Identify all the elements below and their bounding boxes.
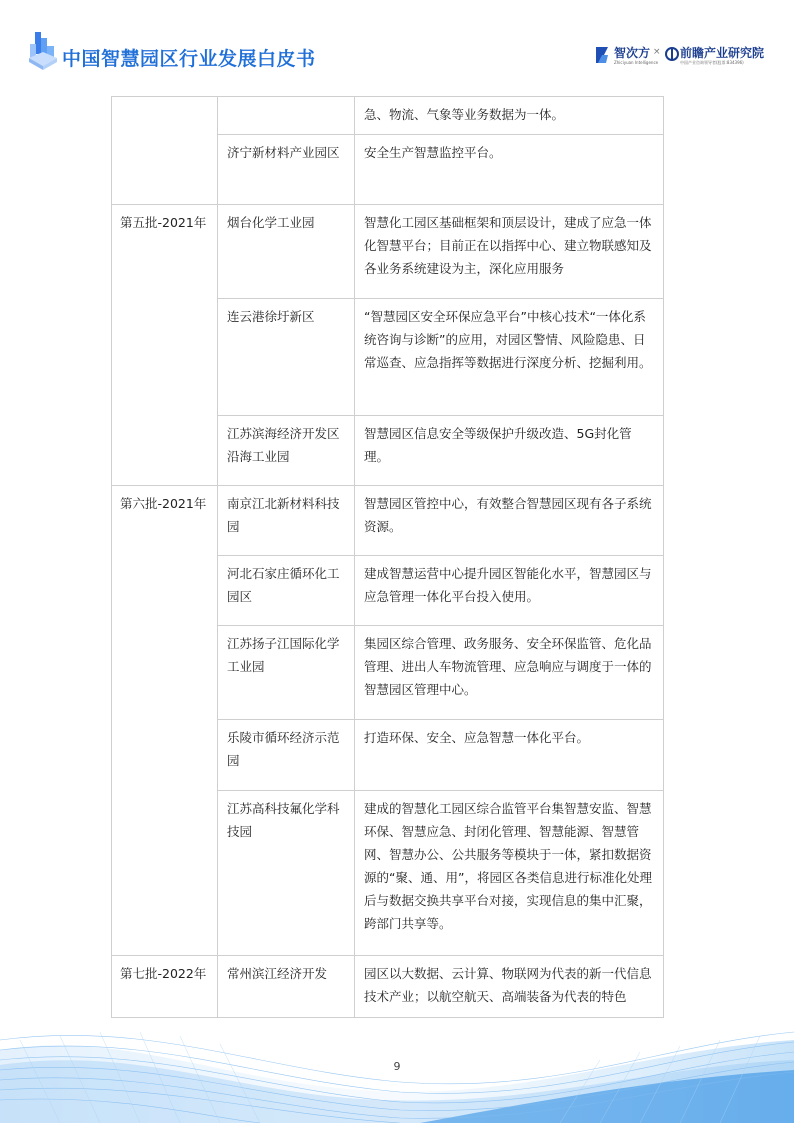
park-cell: 河北石家庄循环化工园区 (218, 556, 355, 626)
description-cell: 智慧园区管控中心，有效整合智慧园区现有各子系统资源。 (355, 486, 664, 556)
description-cell: 集园区综合管理、政务服务、安全环保监管、危化品管理、进出人车物流管理、应急响应与调度于一体的智慧园区管理中心。 (355, 626, 664, 720)
batch-cell: 第五批-2021年 (112, 205, 218, 486)
partner-logos (594, 44, 784, 70)
partner1-subtitle: Zhiciyuan Intelligence (614, 60, 659, 65)
park-cell (218, 97, 355, 135)
park-cell: 南京江北新材料科技园 (218, 486, 355, 556)
description-cell: 园区以大数据、云计算、物联网为代表的新一代信息技术产业；以航空航天、高端装备为代表的特色 (355, 956, 664, 1018)
batch-cell (112, 97, 218, 205)
partner2-name: 前瞻产业研究院 (680, 46, 765, 60)
park-cell: 连云港徐圩新区 (218, 299, 355, 416)
description-cell: 智慧化工园区基础框架和顶层设计，建成了应急一体化智慧平台；目前正在以指挥中心、建立物联感知及各业务系统建设为主，深化应用服务 (355, 205, 664, 299)
smart-park-table (111, 96, 664, 1018)
table-row (112, 97, 664, 135)
page-number: 9 (393, 1060, 401, 1073)
description-cell: 打造环保、安全、应急智慧一体化平台。 (355, 720, 664, 791)
description-cell: 建成的智慧化工园区综合监管平台集智慧安监、智慧环保、智慧应急、封闭化管理、智慧能源、智慧管网、智慧办公、公共服务等模块于一体，紧扣数据资源的“聚、通、用”，将园区各类信息进行标准化处理后与数据交换共享平台对接，实现信息的集中汇聚，跨部门共享等。 (355, 791, 664, 956)
description-cell: “智慧园区安全环保应急平台”中核心技术“一体化系统咨询与诊断”的应用，对园区警情、风险隐患、日常巡查、应急指挥等数据进行深度分析、挖掘利用。 (355, 299, 664, 416)
description-cell: 安全生产智慧监控平台。 (355, 135, 664, 205)
partner2-subtitle: 中国产业咨询领导者(股票:834396) (680, 60, 744, 65)
park-cell: 江苏滨海经济开发区沿海工业园 (218, 416, 355, 486)
batch-cell: 第六批-2021年 (112, 486, 218, 956)
park-cell: 济宁新材料产业园区 (218, 135, 355, 205)
document-title: 中国智慧园区行业发展白皮书 (62, 48, 316, 70)
park-cell: 乐陵市循环经济示范园 (218, 720, 355, 791)
qianzhan-logo-icon (665, 46, 679, 62)
park-cell: 烟台化学工业园 (218, 205, 355, 299)
table-row (112, 956, 664, 1018)
table-row (112, 205, 664, 299)
partner-separator: × (653, 47, 661, 57)
park-cell: 江苏扬子江国际化学工业园 (218, 626, 355, 720)
page-header (0, 0, 794, 80)
partner1-name: 智次方 (614, 46, 651, 60)
table-row (112, 486, 664, 556)
park-cell: 江苏高科技氟化学科技园 (218, 791, 355, 956)
city-logo-icon (28, 30, 58, 70)
description-cell: 建成智慧运营中心提升园区智能化水平，智慧园区与应急管理一体化平台投入使用。 (355, 556, 664, 626)
description-cell: 智慧园区信息安全等级保护升级改造、5G封化管理。 (355, 416, 664, 486)
batch-cell: 第七批-2022年 (112, 956, 218, 1018)
park-cell: 常州滨江经济开发 (218, 956, 355, 1018)
description-cell: 急、物流、气象等业务数据为一体。 (355, 97, 664, 135)
zhiciyuan-logo-icon (594, 45, 610, 65)
